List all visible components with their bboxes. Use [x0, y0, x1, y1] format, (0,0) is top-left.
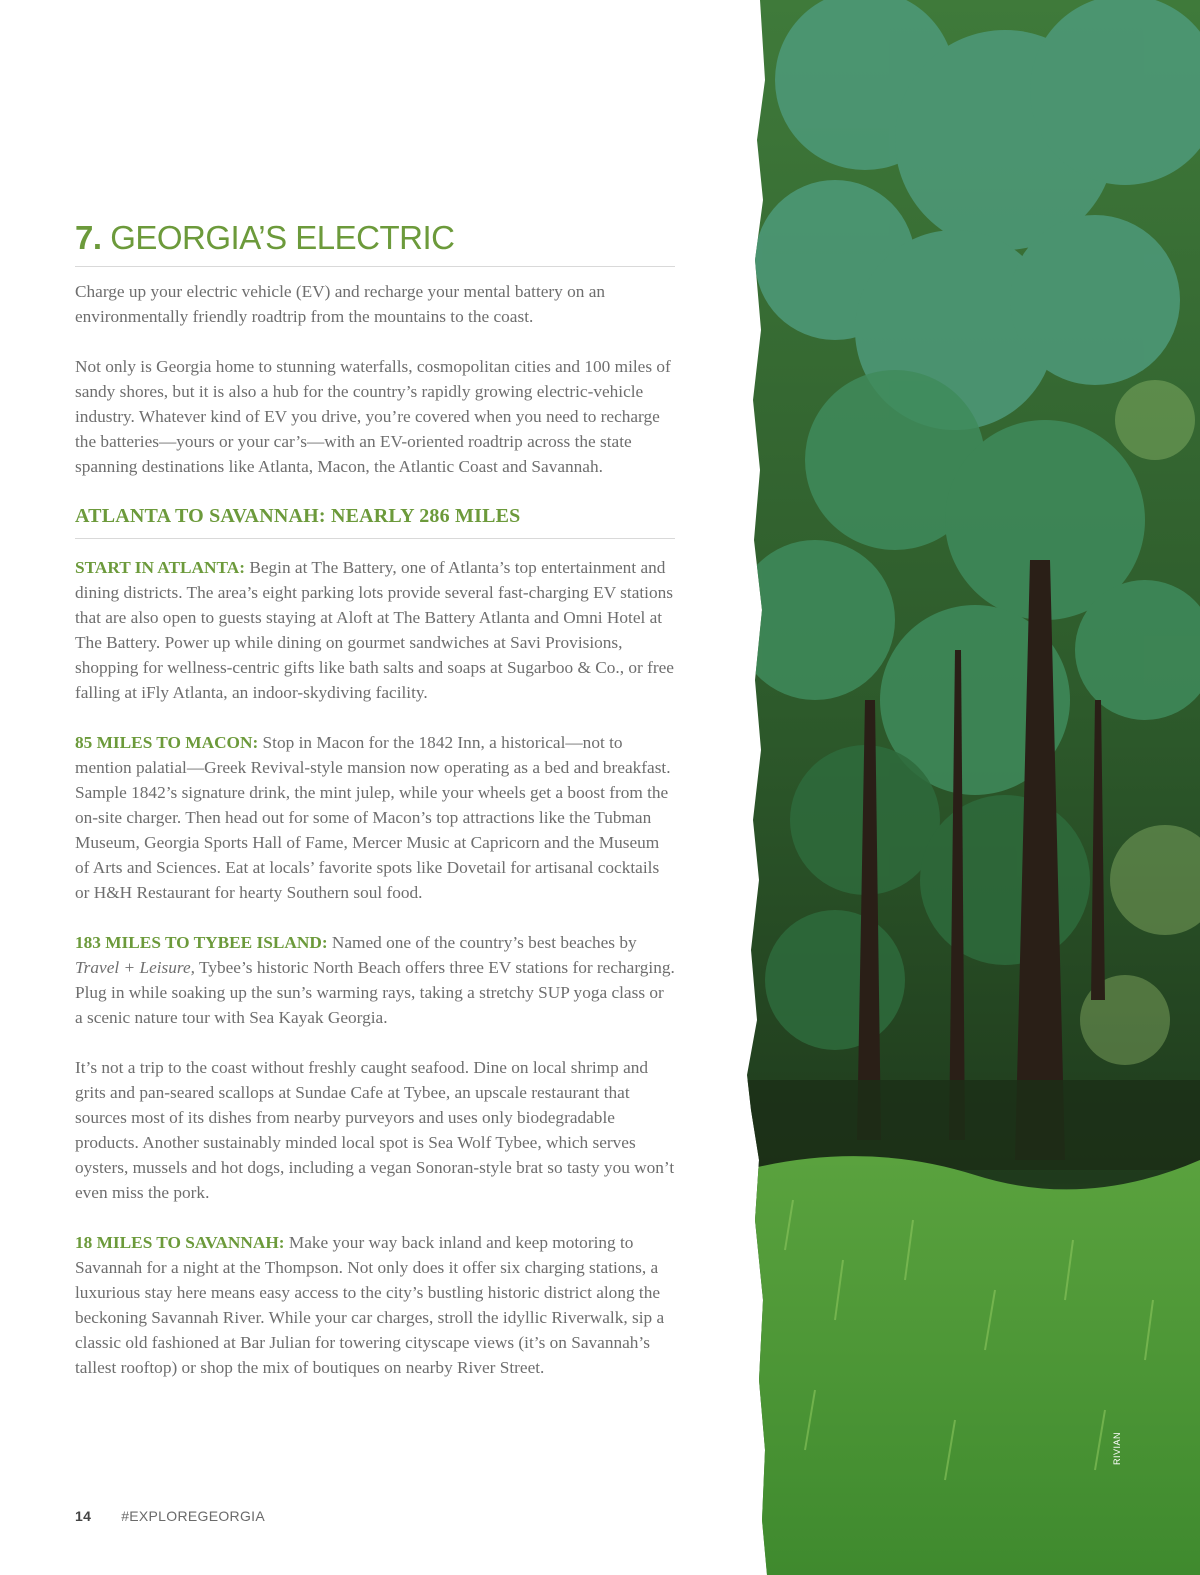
- stop-atlanta-paragraph: [75, 555, 675, 705]
- stop-macon-paragraph: [75, 730, 675, 905]
- stop-tybee-text-before: Named one of the country’s best beaches by: [327, 933, 637, 953]
- publication-name: Travel + Leisure,: [75, 958, 195, 978]
- stop-savannah-paragraph: [75, 1230, 675, 1380]
- stop-atlanta-lead: START IN ATLANTA:: [75, 558, 245, 578]
- page-number: 14: [75, 1508, 92, 1524]
- stop-tybee-lead: 183 MILES TO TYBEE ISLAND:: [75, 933, 328, 953]
- article-column: [75, 200, 675, 1380]
- intro-paragraph-1: Charge up your electric vehicle (EV) and recharge your mental battery on an environmentally friendly roadtrip from the mountains to the coast.: [75, 282, 606, 327]
- forest-photo: [745, 0, 1200, 1575]
- page-footer: [75, 1508, 265, 1524]
- intro-paragraph-2: Not only is Georgia home to stunning waterfalls, cosmopolitan cities and 100 miles of sandy shores, but it is also a hub for the country’s rapidly growing electric-vehicle industry. Whatever kind of EV you drive, you’re covered when you need to recharge the batteries—yours or your car’s—with an EV-oriented roadtrip across the state spanning destinations like Atlanta, Macon, the Atlantic Coast and Savannah.: [75, 357, 671, 477]
- stop-tybee-paragraph: [75, 930, 675, 1030]
- stop-savannah-lead: 18 MILES TO SAVANNAH:: [75, 1233, 285, 1253]
- page-title: [75, 220, 675, 267]
- section-number: 7.: [75, 219, 102, 256]
- route-subheading: ATLANTA TO SAVANNAH: NEARLY 286 MILES: [75, 505, 675, 539]
- stop-macon-text: Stop in Macon for the 1842 Inn, a historical—not to mention palatial—Greek Revival-style mansion now operating as a bed and breakfast. Sample 1842’s signature drink, the mint julep, while your wheels get a boost from the on-site charger. Then head out for some of Macon’s top attractions like the Tubman Museum, Georgia Sports Hall of Fame, Mercer Music at Capricorn and the Museum of Arts and Sciences. Eat at locals’ favorite spots like Dovetail for artisanal cocktails or H&H Restaurant for hearty Southern soul food.: [75, 733, 671, 903]
- stop-savannah-text: Make your way back inland and keep motoring to Savannah for a night at the Thompson. Not only does it offer six charging stations, a luxurious stay here means easy access to the city’s bustling historic district along the beckoning Savannah River. While your car charges, stroll the idyllic Riverwalk, sip a classic old fashioned at Bar Julian for towering cityscape views (it’s on Savannah’s tallest rooftop) or shop the mix of boutiques on nearby River Street.: [75, 1233, 665, 1378]
- stop-tybee-text-after: Tybee’s historic North Beach offers three EV stations for recharging. Plug in while soaking up the sun’s warming rays, taking a stretchy SUP yoga class or a scenic nature tour with Sea Kayak Georgia.: [75, 958, 675, 1028]
- forest-illustration: [745, 0, 1200, 1575]
- tybee-dining-paragraph: It’s not a trip to the coast without freshly caught seafood. Dine on local shrimp and grits and pan-seared scallops at Sundae Cafe at Tybee, an upscale restaurant that sources most of its dishes from nearby purveyors and uses only biodegradable products. Another sustainably minded local spot is Sea Wolf Tybee, which serves oysters, mussels and hot dogs, including a vegan Sonoran-style brat so tasty you won’t even miss the pork.: [75, 1058, 675, 1203]
- stop-atlanta-text: Begin at The Battery, one of Atlanta’s top entertainment and dining districts. The area’s eight parking lots provide several fast-charging EV stations that are also open to guests staying at Aloft at The Battery Atlanta and Omni Hotel at The Battery. Power up while dining on gourmet sandwiches at Savi Provisions, shopping for wellness-centric gifts like bath salts and soaps at Sugarboo & Co., or free falling at iFly Atlanta, an indoor-skydiving facility.: [75, 558, 674, 703]
- stop-macon-lead: 85 MILES TO MACON:: [75, 733, 259, 753]
- photo-credit: RIVIAN: [1112, 1431, 1122, 1465]
- section-title-text: GEORGIA’S ELECTRIC: [110, 219, 455, 256]
- footer-hashtag: #EXPLOREGEORGIA: [121, 1508, 265, 1524]
